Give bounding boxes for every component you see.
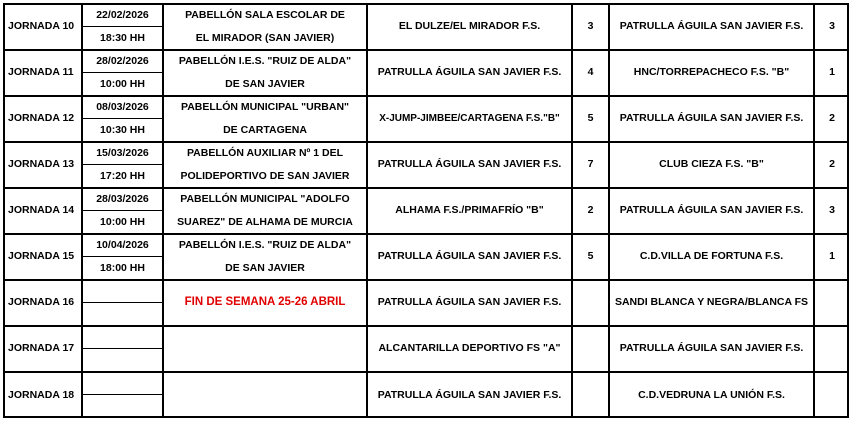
match-date — [83, 279, 162, 302]
venue-line-2: DE SAN JAVIER — [225, 261, 305, 274]
jornada-label: JORNADA 11 — [8, 66, 74, 78]
match-time — [83, 348, 162, 371]
home-team: EL DULZE/EL MIRADOR F.S. — [398, 20, 541, 32]
home-team: PATRULLA ÁGUILA SAN JAVIER F.S. — [377, 296, 562, 308]
venue-line-2: EL MIRADOR (SAN JAVIER) — [195, 31, 335, 44]
venue-line-2: DE CARTAGENA — [223, 123, 307, 136]
venue-line-2: POLIDEPORTIVO DE SAN JAVIER — [180, 169, 350, 182]
match-time — [83, 302, 162, 325]
away-team: PATRULLA ÁGUILA SAN JAVIER F.S. — [619, 20, 804, 32]
venue-line-1: PABELLÓN AUXILIAR Nº 1 DEL — [186, 146, 344, 159]
match-time: 10:00 HH — [100, 77, 145, 90]
fixtures-table — [3, 3, 849, 418]
match-date: 28/02/2026 — [96, 54, 149, 67]
away-score — [815, 279, 849, 325]
match-date — [83, 371, 162, 394]
home-team: X-JUMP-JIMBEE/CARTAGENA F.S."B" — [379, 112, 560, 124]
away-score: 2 — [829, 158, 835, 170]
away-team: CLUB CIEZA F.S. "B" — [659, 158, 764, 170]
away-score: 3 — [829, 20, 835, 32]
match-time: 17:20 HH — [100, 169, 145, 182]
venue-line-1: PABELLÓN I.E.S. "RUIZ DE ALDA" — [178, 238, 352, 251]
home-score — [573, 371, 608, 418]
away-score: 3 — [829, 204, 835, 216]
home-score: 5 — [587, 112, 594, 124]
home-team: PATRULLA ÁGUILA SAN JAVIER F.S. — [377, 158, 562, 170]
match-date — [83, 325, 162, 348]
away-team: PATRULLA ÁGUILA SAN JAVIER F.S. — [619, 112, 804, 124]
jornada-label: JORNADA 14 — [8, 204, 75, 216]
home-score: 2 — [587, 204, 594, 216]
match-time: 18:30 HH — [100, 31, 145, 44]
home-score — [573, 325, 608, 371]
home-team: ALHAMA F.S./PRIMAFRÍO "B" — [395, 204, 544, 216]
match-time: 10:00 HH — [100, 215, 145, 228]
venue-line-1: PABELLÓN MUNICIPAL "ADOLFO — [180, 192, 350, 205]
venue-line-1: PABELLÓN I.E.S. "RUIZ DE ALDA" — [178, 54, 352, 67]
away-team: PATRULLA ÁGUILA SAN JAVIER F.S. — [619, 204, 804, 216]
away-team: C.D.VILLA DE FORTUNA F.S. — [639, 250, 784, 262]
match-date: 15/03/2026 — [96, 146, 149, 159]
venue-line-1: PABELLÓN SALA ESCOLAR DE — [185, 8, 345, 21]
home-team: PATRULLA ÁGUILA SAN JAVIER F.S. — [377, 388, 562, 401]
home-team: PATRULLA ÁGUILA SAN JAVIER F.S. — [377, 66, 562, 78]
match-date: 28/03/2026 — [96, 192, 149, 205]
home-score: 3 — [587, 20, 594, 32]
home-score: 7 — [587, 158, 594, 170]
away-team: C.D.VEDRUNA LA UNIÓN F.S. — [638, 388, 785, 401]
away-score: 2 — [829, 112, 835, 124]
venue-line-1: PABELLÓN MUNICIPAL "URBAN" — [180, 100, 350, 113]
jornada-label: JORNADA 17 — [8, 342, 75, 354]
away-team: HNC/TORREPACHECO F.S. "B" — [633, 66, 790, 78]
home-score: 5 — [587, 250, 594, 262]
home-team: ALCANTARILLA DEPORTIVO FS "A" — [378, 342, 561, 354]
match-date: 08/03/2026 — [96, 100, 149, 113]
jornada-label: JORNADA 12 — [8, 112, 75, 124]
venue-line-2: DE SAN JAVIER — [225, 77, 305, 90]
weekend-note: FIN DE SEMANA 25-26 ABRIL — [184, 296, 346, 308]
match-time — [83, 394, 162, 418]
jornada-label: JORNADA 15 — [8, 250, 75, 262]
home-score: 4 — [587, 66, 594, 78]
match-time: 18:00 HH — [100, 261, 145, 274]
away-score — [815, 371, 849, 418]
match-time: 10:30 HH — [100, 123, 145, 136]
away-team: PATRULLA ÁGUILA SAN JAVIER F.S. — [619, 342, 804, 354]
jornada-label: JORNADA 18 — [8, 388, 75, 401]
home-team: PATRULLA ÁGUILA SAN JAVIER F.S. — [377, 250, 562, 262]
jornada-label: JORNADA 16 — [8, 296, 75, 308]
venue-line-2: SUAREZ" DE ALHAMA DE MURCIA — [177, 215, 353, 228]
match-date: 22/02/2026 — [96, 8, 149, 21]
jornada-label: JORNADA 13 — [8, 158, 75, 170]
home-score — [573, 279, 608, 325]
away-score: 1 — [829, 250, 835, 262]
match-date: 10/04/2026 — [96, 238, 149, 251]
jornada-label: JORNADA 10 — [8, 20, 75, 32]
away-team: SANDI BLANCA Y NEGRA/BLANCA FS — [614, 296, 809, 308]
away-score: 1 — [829, 66, 835, 78]
away-score — [815, 325, 849, 371]
